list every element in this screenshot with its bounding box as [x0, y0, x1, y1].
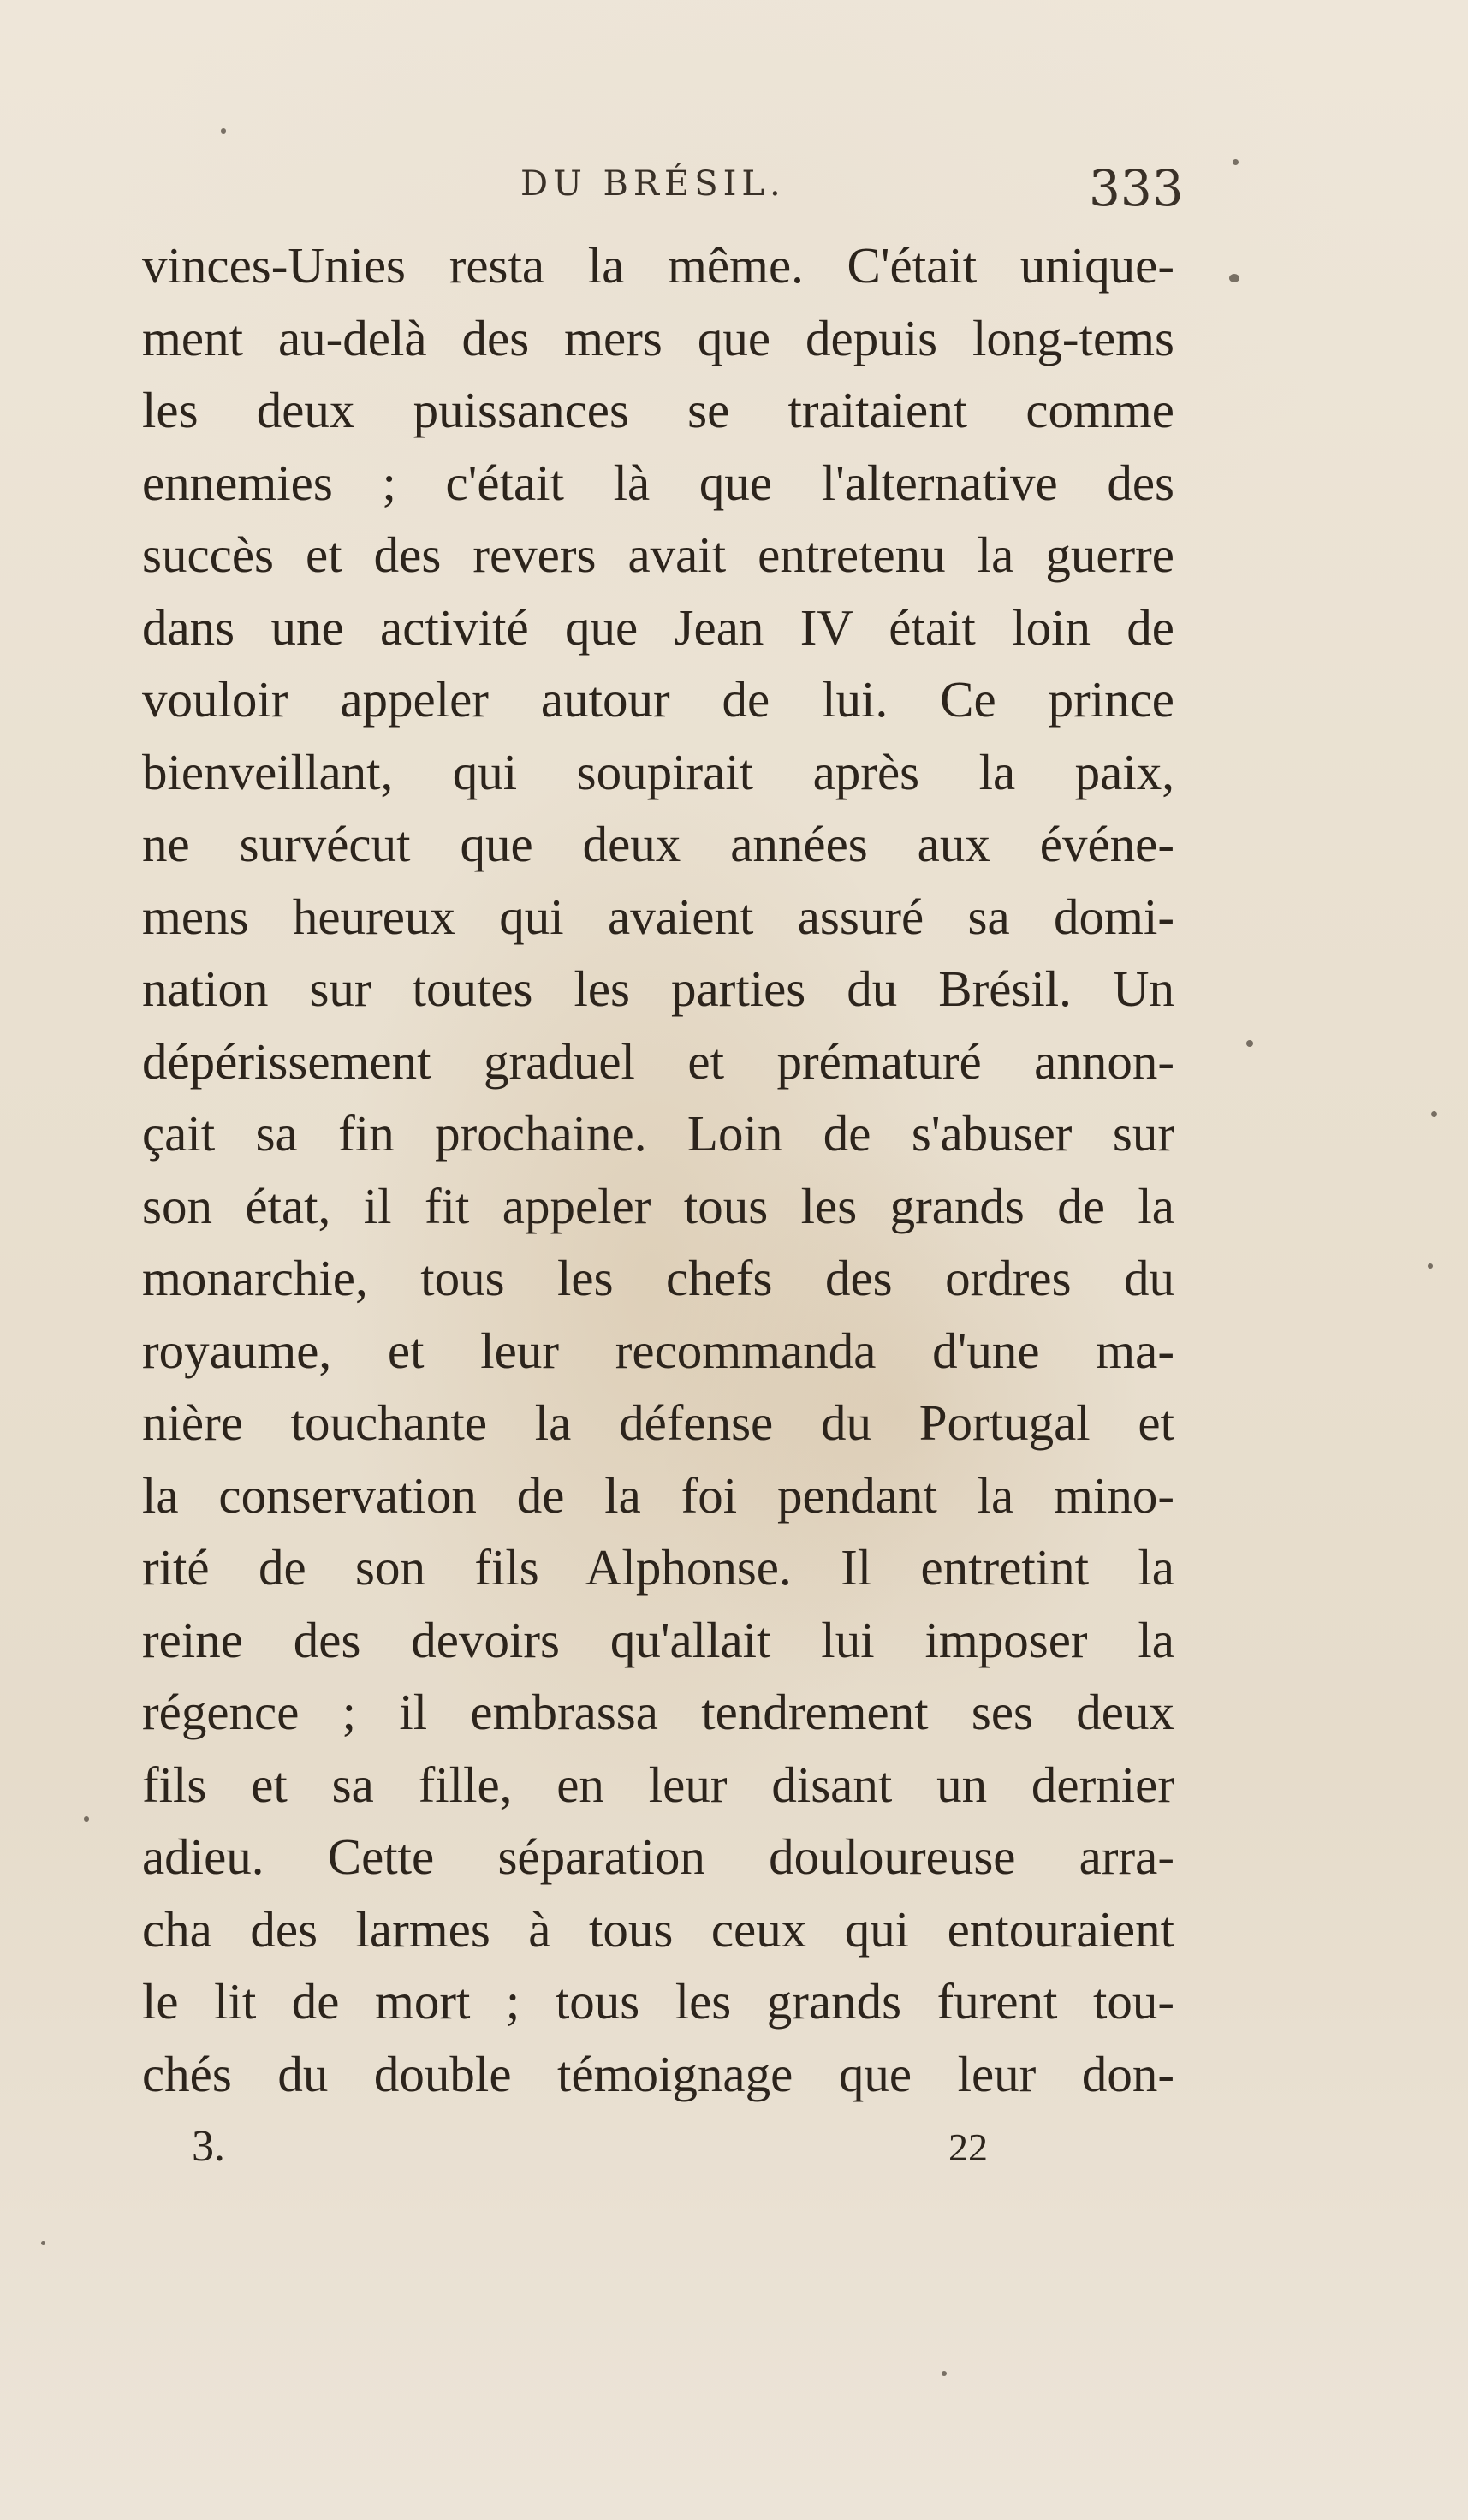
text-line: rité de son fils Alphonse. Il entretint la	[142, 1539, 1174, 1596]
page-number: 333	[1089, 159, 1184, 217]
text-line: mens heureux qui avaient assuré sa domi-	[142, 888, 1174, 945]
text-line: royaume, et leur recommanda d'une ma-	[142, 1322, 1174, 1379]
text-line: cha des larmes à tous ceux qui entouraient	[142, 1900, 1174, 1958]
text-line: vinces-Unies resta la même. C'était unique-	[142, 237, 1174, 294]
text-line: nière touchante la défense du Portugal et	[142, 1394, 1174, 1451]
text-line: monarchie, tous les chefs des ordres du	[142, 1250, 1174, 1306]
foxing-speck	[84, 1816, 89, 1822]
text-line: ment au-delà des mers que depuis long-tems	[142, 309, 1174, 366]
text-line: chés du double témoignage que leur don-	[142, 2045, 1174, 2102]
text-line: la conservation de la foi pendant la mino-	[142, 1466, 1174, 1524]
foxing-speck	[942, 2371, 947, 2376]
text-line: fils et sa fille, en leur disant un dernier	[142, 1756, 1174, 1813]
text-line: nation sur toutes les parties du Brésil. Un	[142, 960, 1174, 1017]
text-line: reine des devoirs qu'allait lui imposer la	[142, 1611, 1174, 1668]
foxing-speck	[1246, 1040, 1253, 1047]
text-line: çait sa fin prochaine. Loin de s'abuser sur	[142, 1105, 1174, 1162]
signature-mark: 3.	[192, 2122, 225, 2171]
text-line: bienveillant, qui soupirait après la paix,	[142, 743, 1174, 800]
foxing-speck	[221, 128, 226, 134]
foxing-speck	[1431, 1111, 1437, 1117]
text-line: le lit de mort ; tous les grands furent tou-	[142, 1973, 1174, 2030]
text-line: son état, il fit appeler tous les grands de la	[142, 1177, 1174, 1234]
foxing-speck	[1229, 274, 1239, 282]
running-head: DU BRÉSIL.	[520, 164, 786, 204]
body-text	[142, 229, 1174, 2110]
text-line: régence ; il embrassa tendrement ses deux	[142, 1684, 1174, 1740]
text-line: dans une activité que Jean IV était loin de	[142, 598, 1174, 656]
text-line: ennemies ; c'était là que l'alternative des	[142, 454, 1174, 511]
text-line: les deux puissances se traitaient comme	[142, 382, 1174, 438]
catchword: 22	[948, 2125, 988, 2169]
foxing-speck	[41, 2241, 45, 2245]
text-line: dépérissement graduel et prématuré annon-	[142, 1032, 1174, 1090]
text-line: succès et des revers avait entretenu la guerre	[142, 526, 1174, 583]
foxing-speck	[1428, 1263, 1433, 1269]
text-line: vouloir appeler autour de lui. Ce prince	[142, 671, 1174, 728]
text-line: ne survécut que deux années aux événe-	[142, 816, 1174, 872]
foxing-speck	[1233, 159, 1239, 165]
text-line: adieu. Cette séparation douloureuse arra-	[142, 1828, 1174, 1885]
